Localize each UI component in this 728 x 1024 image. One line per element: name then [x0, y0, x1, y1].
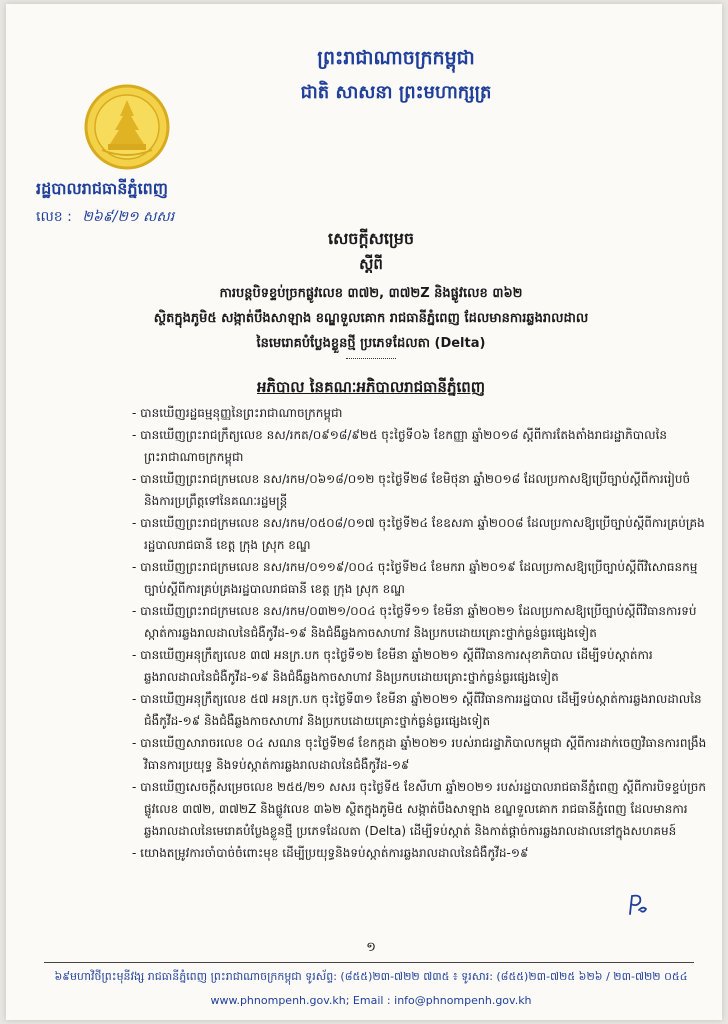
governor-heading: អភិបាល នៃគណៈអភិបាលរាជធានីភ្នំពេញ	[256, 378, 486, 396]
recitals-list	[132, 402, 707, 864]
list-item: - បានឃើញអនុក្រឹត្យលេខ ៥៧ អនក្រ.បក ចុះថ្ងៃទី៣១ ខែមីនា ឆ្នាំ២០២១ ស្តីពីវិធានការរដ្ឋបាល ដើម្បីទប់ស្កាត់ការឆ្លងរាលដាលនៃជំងឺកូវីដ-១៩ និងជំងឺឆ្លងកាចសាហាវ និងប្រកបដោយគ្រោះថ្នាក់ធ្ងន់ធ្ងរផ្សេងទៀត	[132, 692, 702, 728]
document-number	[36, 207, 174, 228]
footer	[26, 970, 716, 1007]
title-line-2: ស្តីពី	[359, 255, 383, 273]
list-item: - បានឃើញព្រះរាជក្រមលេខ នស/រកម/០៥០៨/០១៧ ចុះថ្ងៃទី២៤ ខែឧសភា ឆ្នាំ២០០៨ ដែលប្រកាសឱ្យប្រើច្បាប់ស្តីពីការគ្រប់គ្រងរដ្ឋបាលរាជធានី ខេត្ត ក្រុង ស្រុក ខណ្ឌ	[132, 516, 705, 552]
handwritten-initial-icon	[624, 892, 650, 918]
title-divider	[346, 358, 396, 360]
list-item: - បានឃើញព្រះរាជក្រមលេខ នស/រកម/០៦១៨/០១២ ចុះថ្ងៃទី២៨ ខែមិថុនា ឆ្នាំ២០១៨ ដែលប្រកាសឱ្យប្រើច្បាប់ស្តីពីការរៀបចំ និងការប្រព្រឹត្តទៅនៃគណៈរដ្ឋមន្ត្រី	[132, 472, 691, 508]
kingdom-name: ព្រះរាជាណាចក្រកម្ពុជា	[317, 47, 475, 69]
title-line-3: ការបន្តបិទខ្ទប់ច្រកផ្លូវលេខ ៣៧២, ៣៧២Z និងផ្លូវលេខ ៣៦២	[219, 286, 523, 301]
footer-address: ៦៩មហាវិថីព្រះមុនីវង្ស រាជធានីភ្នំពេញ ព្រះរាជាណាចក្រកម្ពុជា ទូរស័ព្ទ: (៨៥៥)២៣-៧២២ ៧៣៥ ៖ ទូរសារ: (៨៥៥)២៣-៧២៥ ៦២៦ / ២៣-៧២២ ០៥៤	[54, 970, 688, 983]
issuer-name: រដ្ឋបាលរាជធានីភ្នំពេញ	[36, 179, 169, 198]
document-number-label: លេខ :	[36, 209, 72, 225]
list-item: - បានឃើញព្រះរាជក្រមលេខ នស/រកម/០៣២១/០០៤ ចុះថ្ងៃទី១១ ខែមីនា ឆ្នាំ២០២១ ដែលប្រកាសឱ្យប្រើច្បាប់ស្តីពីវិធានការទប់ស្កាត់ការឆ្លងរាលដាលនៃជំងឺកូវីដ-១៩ និងជំងឺឆ្លងកាចសាហាវ និងប្រកបដោយគ្រោះថ្នាក់ធ្ងន់ធ្ងរផ្សេងទៀត	[132, 604, 697, 640]
document-number-value: ២៦៩/២១ សសរ	[82, 209, 175, 225]
phnom-penh-seal-icon	[84, 84, 170, 170]
footer-divider	[44, 962, 694, 963]
title-line-4: ស្ថិតក្នុងភូមិ៥ សង្កាត់បឹងសាឡាង ខណ្ឌទួលគោក រាជធានីភ្នំពេញ ដែលមានការឆ្លងរាលដាល	[153, 311, 589, 326]
list-item: - បានឃើញអនុក្រឹត្យលេខ ៣៧ អនក្រ.បក ចុះថ្ងៃទី១២ ខែមីនា ឆ្នាំ២០២១ ស្តីពីវិធានការសុខាភិបាល ដើម្បីទប់ស្កាត់ការឆ្លងរាលដាលនៃជំងឺកូវីដ-១៩ និងជំងឺឆ្លងកាចសាហាវ និងប្រកបដោយគ្រោះថ្នាក់ធ្ងន់ធ្ងរផ្សេងទៀត	[132, 648, 653, 684]
title-line-5: នៃមេរោគបំប្លែងខ្លួនថ្មី ប្រភេទដែលតា (Delta)	[256, 336, 486, 351]
footer-web-email: www.phnompenh.gov.kh; Email : info@phnompenh.gov.kh	[210, 994, 532, 1007]
list-item: - បានឃើញព្រះរាជក្រមលេខ នស/រកម/០១១៩/០០៤ ចុះថ្ងៃទី២៤ ខែមករា ឆ្នាំ២០១៩ ដែលប្រកាសឱ្យប្រើច្បាប់ស្តីពីវិសោធនកម្មច្បាប់ស្តីពីការគ្រប់គ្រងរដ្ឋបាលរាជធានី ខេត្ត ក្រុង ស្រុក ខណ្ឌ	[132, 560, 698, 596]
list-item: - បានឃើញរដ្ឋធម្មនុញ្ញនៃព្រះរាជាណាចក្រកម្ពុជា	[132, 406, 343, 420]
list-item: - យោងតម្រូវការចាំបាច់ចំពោះមុខ ដើម្បីប្រយុទ្ធនិងទប់ស្កាត់ការឆ្លងរាលដាលនៃជំងឺកូវីដ-១៩	[132, 846, 529, 860]
kingdom-header	[256, 46, 536, 107]
document-page	[6, 4, 722, 1020]
title-line-1: សេចក្តីសម្រេច	[327, 229, 414, 248]
decision-title	[146, 228, 596, 354]
national-motto: ជាតិ សាសនា ព្រះមហាក្សត្រ	[300, 82, 492, 103]
list-item: - បានឃើញសារាចរលេខ ០៤ សណន ចុះថ្ងៃទី២៨ ខែកក្កដា ឆ្នាំ២០២១ របស់រាជរដ្ឋាភិបាលកម្ពុជា ស្តីពីការដាក់ចេញវិធានការពង្រឹងវិធានការប្រយុទ្ធ និងទប់ស្កាត់ការឆ្លងរាលដាលនៃជំងឺកូវីដ-១៩	[132, 736, 707, 772]
page-number: ១	[366, 940, 376, 955]
list-item: - បានឃើញសេចក្តីសម្រេចលេខ ២៥៥/២១ សសរ ចុះថ្ងៃទី៥ ខែសីហា ឆ្នាំ២០២១ របស់រដ្ឋបាលរាជធានីភ្នំពេញ ស្តីពីការបិទខ្ទប់ច្រកផ្លូវលេខ ៣៧២, ៣៧២Z និងផ្លូវលេខ ៣៦២ ស្ថិតក្នុងភូមិ៥ សង្កាត់បឹងសាឡាង ខណ្ឌទួលគោក រាជធានីភ្នំពេញ ដែលមានការឆ្លងរាលដាលនៃមេរោគបំប្លែងខ្លួនថ្មី ប្រភេទដែលតា (Delta) ដើម្បីទប់ស្កាត់ និងកាត់ផ្តាច់ការឆ្លងរាលដាលនៅក្នុងសហគមន៍	[132, 780, 706, 838]
list-item: - បានឃើញព្រះរាជក្រឹត្យលេខ នស/រកត/០៩១៨/៩២៥ ចុះថ្ងៃទី០៦ ខែកញ្ញា ឆ្នាំ២០១៨ ស្តីពីការតែងតាំងរាជរដ្ឋាភិបាលនៃព្រះរាជាណាចក្រកម្ពុជា	[132, 428, 667, 464]
